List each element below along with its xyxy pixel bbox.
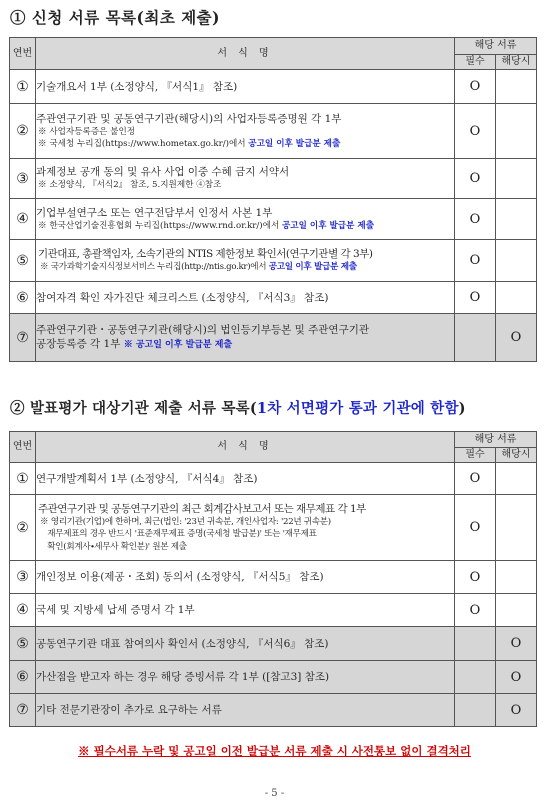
row-number: ②	[10, 495, 36, 561]
row-number: ③	[10, 159, 36, 199]
row-number: ④	[10, 199, 36, 240]
table-row	[10, 70, 537, 104]
if-applicable-mark	[495, 104, 536, 159]
table-row	[10, 661, 537, 694]
row-title: 개인정보 이용(제공・조회) 동의서 (소정양식, 『서식5』 참조)	[36, 571, 324, 583]
row-content	[36, 627, 455, 661]
if-applicable-mark	[495, 282, 536, 314]
required-mark: O	[454, 282, 495, 314]
header-serial: 연번	[10, 38, 36, 70]
header-if-applicable: 해당시	[495, 55, 536, 70]
row-note: ※ 소정양식, 『서식2』 참조, 5.지원제한 ④참조	[38, 180, 222, 191]
header-required: 필수	[454, 448, 495, 463]
row-title: 공동연구기관 대표 참여의사 확인서 (소정양식, 『서식6』 참조)	[36, 637, 329, 650]
row-content	[36, 240, 455, 282]
if-applicable-mark	[495, 159, 536, 199]
disqualification-warning: ※ 필수서류 누락 및 공고일 이전 발급분 서류 제출 시 사전통보 없이 결격처리	[78, 744, 471, 758]
row-title: 주관연구기관・공동연구기관(해당시)의 법인등기부등본 및 주관연구기관	[36, 324, 369, 336]
row-content	[36, 70, 455, 104]
required-mark: O	[454, 561, 495, 594]
row-note: ※ 국가과학기술지식정보서비스 누리집(http://ntis.go.kr)에서 공고일 이후 발급분 제출	[40, 262, 357, 273]
header-required: 필수	[454, 55, 495, 70]
if-applicable-mark	[495, 561, 536, 594]
if-applicable-mark	[495, 70, 536, 104]
header-serial: 연번	[10, 432, 36, 463]
row-title: 과제정보 공개 동의 및 유사 사업 이중 수혜 금지 서약서	[36, 166, 290, 179]
section2-title: ② 발표평가 대상기관 제출 서류 목록(1차 서면평가 통과 기관에 한함)	[10, 400, 466, 417]
row-content	[36, 314, 455, 362]
header-form-name: 서 식 명	[36, 432, 455, 463]
row-title: 주관연구기관 및 공동연구기관의 최근 회계감사보고서 또는 재무제표 각 1부	[38, 502, 366, 515]
row-note: 재무제표의 경우 반드시 '표준재무제표 증명(국세청 발급분)' 또는 '재무제표	[40, 529, 317, 540]
row-title: 연구개발계획서 1부 (소정양식, 『서식4』 참조)	[36, 472, 258, 485]
row-content	[36, 282, 455, 314]
row-content	[36, 594, 455, 627]
row-content	[36, 159, 455, 199]
row-title: 기타 전문기관장이 추가로 요구하는 서류	[36, 704, 222, 716]
if-applicable-mark	[495, 199, 536, 240]
row-content	[36, 495, 455, 561]
row-content	[36, 463, 455, 495]
row-number: ⑥	[10, 661, 36, 694]
row-title-continued: 공장등록증 각 1부 ※ 공고일 이후 발급분 제출	[36, 338, 233, 350]
row-number: ③	[10, 561, 36, 594]
row-note: ※ 한국산업기술진흥협회 누리집(https://www.rnd.or.kr/)에서 공고일 이후 발급분 제출	[38, 220, 374, 231]
table-row	[10, 627, 537, 661]
required-mark: O	[454, 70, 495, 104]
table-row	[10, 561, 537, 594]
row-number: ⑥	[10, 282, 36, 314]
row-number: ④	[10, 594, 36, 627]
row-number: ⑦	[10, 314, 36, 362]
table-row	[10, 240, 537, 282]
header-applicable: 해당 서류	[454, 38, 536, 55]
table-row	[10, 159, 537, 199]
if-applicable-mark	[495, 594, 536, 627]
table-row	[10, 463, 537, 495]
section1-table	[9, 37, 537, 362]
row-content	[36, 561, 455, 594]
row-content	[36, 104, 455, 159]
if-applicable-mark: O	[495, 314, 536, 362]
required-mark: O	[454, 594, 495, 627]
table-row	[10, 495, 537, 561]
required-mark: O	[454, 240, 495, 282]
row-title: 가산점을 받고자 하는 경우 해당 증빙서류 각 1부 ([참고3] 참조)	[36, 671, 330, 683]
row-title: 참여자격 확인 자가진단 체크리스트 (소정양식, 『서식3』 참조)	[36, 291, 329, 304]
row-title: 기술개요서 1부 (소정양식, 『서식1』 참조)	[36, 80, 238, 93]
row-number: ①	[10, 463, 36, 495]
row-title: 기업부설연구소 또는 연구전담부서 인정서 사본 1부	[36, 206, 273, 219]
table-row	[10, 694, 537, 727]
header-form-name: 서 식 명	[36, 38, 455, 70]
row-note: ※ 사업자등록증은 불인정	[38, 126, 136, 137]
if-applicable-mark	[495, 495, 536, 561]
header-applicable: 해당 서류	[454, 432, 536, 448]
row-title: 주관연구기관 및 공동연구기관(해당시)의 사업자등록증명원 각 1부	[36, 112, 342, 125]
required-mark: O	[454, 495, 495, 561]
required-mark: O	[454, 463, 495, 495]
header-if-applicable: 해당시	[495, 448, 536, 463]
if-applicable-mark	[495, 240, 536, 282]
required-mark	[454, 661, 495, 694]
table-row	[10, 104, 537, 159]
row-title: 기관대표, 총괄책임자, 소속기관의 NTIS 제한정보 확인서(연구기관별 각 3부)	[38, 248, 373, 261]
row-number: ⑦	[10, 694, 36, 727]
row-note: 확인(회계사∙세무사 확인분)' 원본 제출	[40, 541, 187, 552]
required-mark	[454, 627, 495, 661]
required-mark: O	[454, 159, 495, 199]
row-content	[36, 694, 455, 727]
row-number: ②	[10, 104, 36, 159]
row-number: ⑤	[10, 240, 36, 282]
section1-title: ① 신청 서류 목록(최초 제출)	[10, 8, 220, 27]
row-number: ⑤	[10, 627, 36, 661]
table-row	[10, 314, 537, 362]
row-number: ①	[10, 70, 36, 104]
row-title: 국세 및 지방세 납세 증명서 각 1부	[36, 604, 195, 616]
required-mark: O	[454, 199, 495, 240]
required-mark	[454, 314, 495, 362]
if-applicable-mark: O	[495, 627, 536, 661]
page-number: - 5 -	[264, 788, 285, 799]
row-note: ※ 국세청 누리집(https://www.hometax.go.kr/)에서 공고일 이후 발급분 제출	[38, 139, 341, 149]
row-note: ※ 영리기관(기업)에 한하며, 최근(법인: '23년 귀속분, 개인사업자: '22년 귀속분)	[40, 516, 331, 527]
row-content	[36, 199, 455, 240]
if-applicable-mark: O	[495, 661, 536, 694]
if-applicable-mark: O	[495, 694, 536, 727]
table-row	[10, 199, 537, 240]
row-content	[36, 661, 455, 694]
section2-table	[9, 431, 537, 727]
table-row	[10, 594, 537, 627]
table-row	[10, 282, 537, 314]
required-mark	[454, 694, 495, 727]
required-mark: O	[454, 104, 495, 159]
if-applicable-mark	[495, 463, 536, 495]
